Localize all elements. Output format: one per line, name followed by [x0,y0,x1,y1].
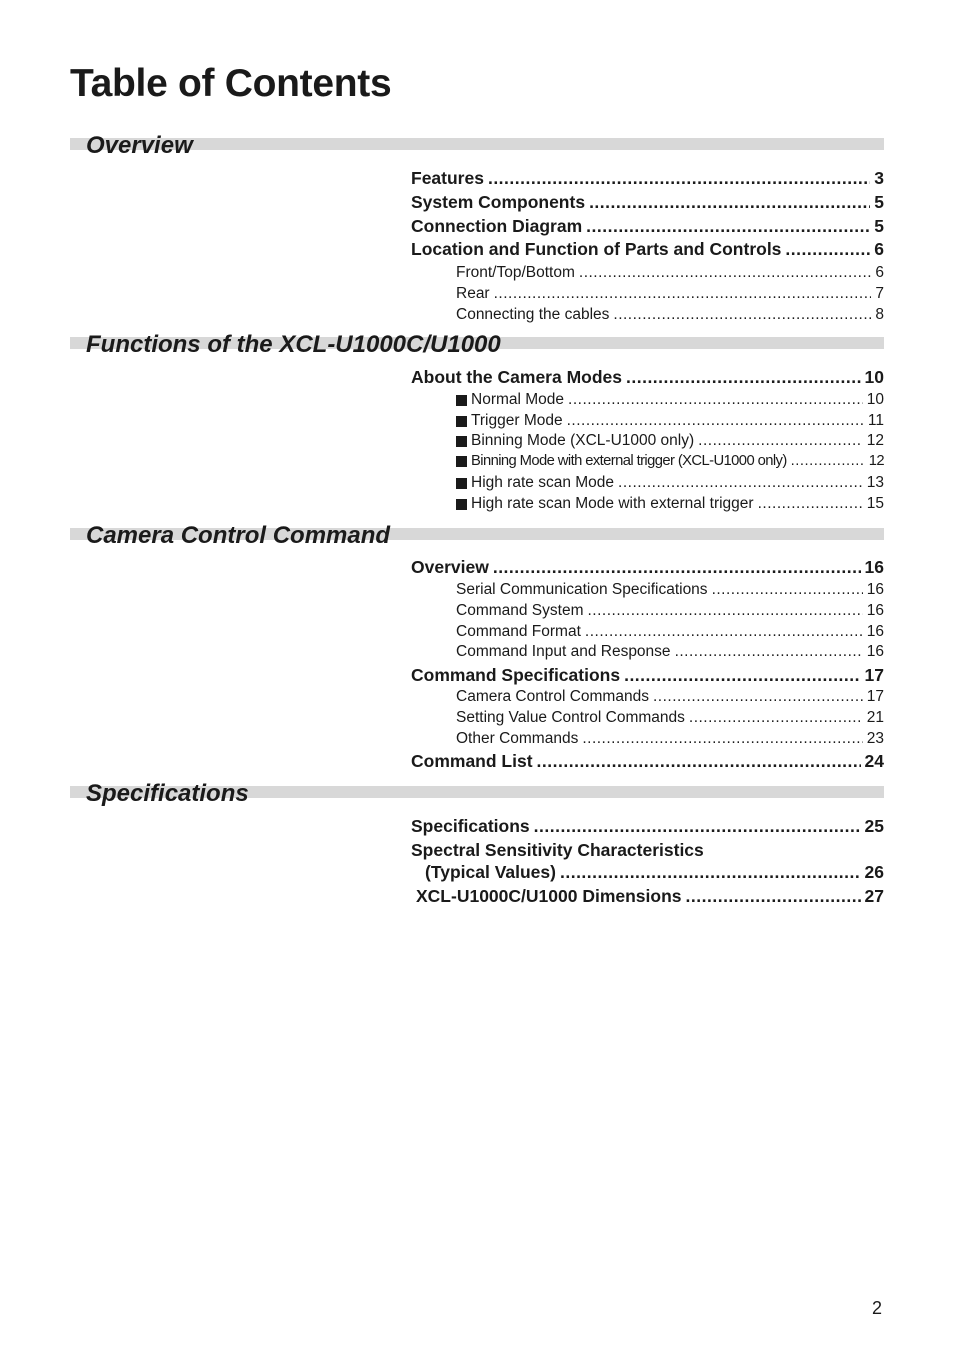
toc-entry-label: Spectral Sensitivity Characteristics [411,840,704,860]
toc-entry-page: 24 [864,751,884,771]
toc-entry-page: 16 [866,581,884,598]
toc-entry-label: XCL-U1000C/U1000 Dimensions [416,886,682,906]
toc-entry-specifications[interactable] [411,816,884,837]
toc-entry-label: Rear [456,285,490,302]
bullet-icon [456,436,467,447]
toc-entry-label: Camera Control Commands [456,688,649,705]
toc-entry-label: High rate scan Mode [471,474,615,491]
toc-entry-page: 12 [868,453,884,469]
toc-entry-binning-external-trigger[interactable] [456,453,884,469]
bullet-icon [456,416,467,427]
toc-entry-page: 10 [864,367,884,387]
toc-entry-command-list[interactable] [411,751,884,772]
toc-entry-system-components[interactable] [411,192,884,213]
toc-entry-binning-mode[interactable] [456,432,884,450]
toc-entry-other-commands[interactable] [456,730,884,748]
toc-entry-page: 27 [864,886,884,906]
toc-entry-page: 21 [866,709,884,726]
toc-entry-page: 17 [864,665,884,685]
toc-entry-typical-values[interactable] [425,862,884,883]
toc-entry-label: Other Commands [456,730,579,747]
toc-entry-page: 16 [866,602,884,619]
toc-entry-page: 10 [866,391,884,408]
toc-entry-label: Normal Mode [471,391,565,408]
toc-entry-page: 17 [866,688,884,705]
toc-entry-command-input-response[interactable] [456,643,884,661]
toc-entry-page: 6 [874,239,884,259]
toc-entry-page: 16 [866,623,884,640]
toc-entry-page: 12 [866,432,884,449]
toc-entry-overview[interactable] [411,557,884,578]
toc-entry-page: 8 [875,306,884,323]
toc-entry-label: Serial Communication Specifications [456,581,708,598]
section-title: Functions of the XCL-U1000C/U1000 [86,331,501,358]
toc-entry-label: Command System [456,602,584,619]
toc-entry-label: Location and Function of Parts and Controls [411,239,782,259]
toc-entry-high-rate-scan-external[interactable] [456,495,884,513]
toc-entry-high-rate-scan[interactable] [456,474,884,492]
page-title: Table of Contents [70,62,392,105]
toc-entry-label: Specifications [411,816,530,836]
toc-entry-page: 26 [864,862,884,882]
toc-entry-page: 11 [867,412,884,429]
bullet-icon [456,456,467,467]
page-number: 2 [872,1298,883,1318]
toc-entry-page: 5 [874,192,884,212]
toc-entry-label: Command List [411,751,533,771]
toc-entry-serial-communication[interactable] [456,581,884,599]
toc-entry-page: 16 [866,643,884,660]
toc-entry-spectral-sensitivity[interactable] [411,840,884,861]
toc-entry-label: About the Camera Modes [411,367,622,387]
toc-entry-page: 15 [866,495,884,512]
toc-entry-label: Connection Diagram [411,216,583,236]
toc-entry-setting-value-commands[interactable] [456,709,884,727]
bullet-icon [456,478,467,489]
toc-entry-label: Front/Top/Bottom [456,264,575,281]
toc-entry-connection-diagram[interactable] [411,216,884,237]
toc-entry-camera-control-commands[interactable] [456,688,884,706]
toc-entry-front-top-bottom[interactable] [456,264,884,282]
toc-entry-connecting-cables[interactable] [456,306,884,324]
toc-entry-label: Trigger Mode [471,412,563,429]
bullet-icon [456,395,467,406]
toc-entry-label: Setting Value Control Commands [456,709,685,726]
toc-entry-label: Command Input and Response [456,643,671,660]
toc-entry-location-function[interactable] [411,239,884,260]
toc-entry-label: Features [411,168,484,188]
toc-entry-page: 25 [864,816,884,836]
section-title: Specifications [86,780,249,807]
toc-entry-label: Connecting the cables [456,306,610,323]
toc-entry-command-format[interactable] [456,623,884,641]
toc-entry-page: 5 [874,216,884,236]
toc-entry-label: Binning Mode (XCL-U1000 only) [471,432,695,449]
toc-entry-label: Command Specifications [411,665,621,685]
toc-entry-page: 7 [875,285,884,302]
toc-entry-normal-mode[interactable] [456,391,884,409]
toc-entry-page: 3 [874,168,884,188]
toc-entry-features[interactable] [411,168,884,189]
toc-entry-command-system[interactable] [456,602,884,620]
toc-entry-dimensions[interactable] [416,886,884,907]
section-title: Camera Control Command [86,522,391,549]
toc-entry-label: (Typical Values) [425,862,556,882]
toc-entry-label: Command Format [456,623,581,640]
section-title: Overview [86,132,193,159]
toc-entry-command-specifications[interactable] [411,665,884,686]
toc-entry-rear[interactable] [456,285,884,303]
toc-entry-page: 13 [866,474,884,491]
toc-entry-page: 6 [875,264,884,281]
toc-entry-trigger-mode[interactable] [456,412,884,430]
toc-entry-label: System Components [411,192,586,212]
toc-entry-page: 23 [866,730,884,747]
toc-entry-camera-modes[interactable] [411,367,884,388]
bullet-icon [456,499,467,510]
toc-entry-label: High rate scan Mode with external trigger [471,495,754,512]
toc-entry-label: Binning Mode with external trigger (XCL-U1000 only) [471,453,787,469]
toc-entry-label: Overview [411,557,489,577]
toc-entry-page: 16 [864,557,884,577]
